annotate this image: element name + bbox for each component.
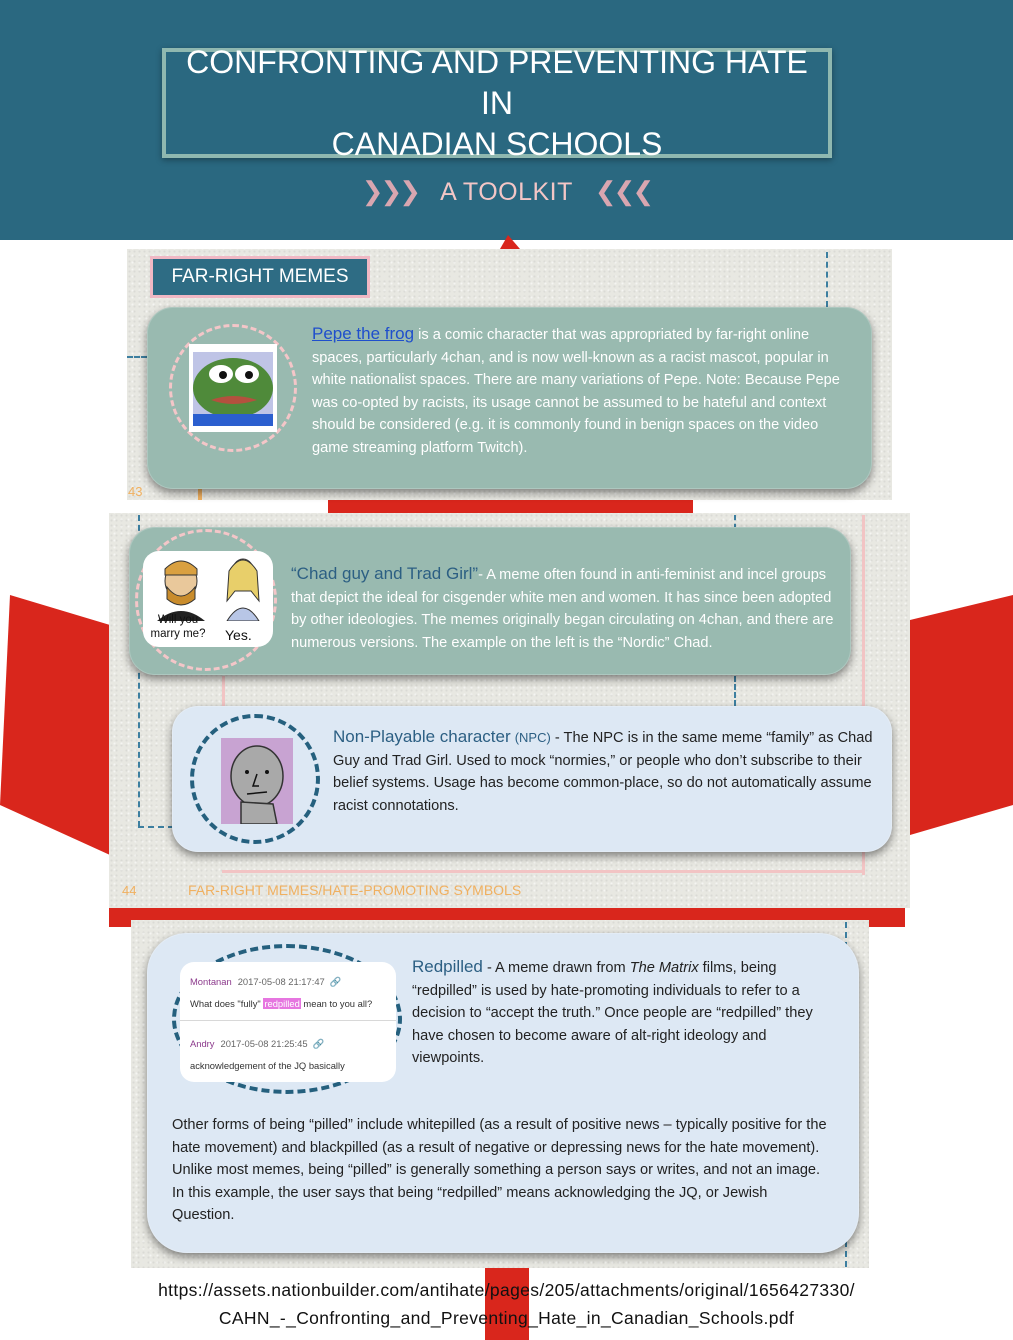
chat-divider <box>180 1020 396 1021</box>
pepe-card <box>147 307 872 489</box>
link-icon: 🔗 <box>312 1038 325 1049</box>
chat-username: Andry <box>190 1038 215 1049</box>
chad-description <box>291 563 841 654</box>
chat-username: Montanan <box>190 976 232 987</box>
pilled-paragraph: Other forms of being “pilled” include whitepilled (as a result of positive news – typically positive for the hate movement) and blackpilled (as a result of negative or depressing news for the hate movement). Unlike most memes, being “pilled” is generally something a person says or writes, and not an image. In this example, the user says that being “redpilled” means acknowledging the JQ, or Jewish Question. <box>172 1117 827 1224</box>
npc-heading: Non-Playable character <box>333 727 511 746</box>
pepe-link[interactable]: Pepe the frog <box>312 324 415 343</box>
chat-text: mean to you all? <box>300 998 373 1009</box>
pink-border-line <box>222 870 865 873</box>
page-number-43: 43 <box>128 484 143 499</box>
chat-post-header <box>190 976 341 988</box>
chat-date: 2017-05-08 21:25:45 <box>220 1038 308 1049</box>
matrix-title: The Matrix <box>629 960 699 976</box>
dashed-line <box>826 252 828 307</box>
title-line-1: CONFRONTING AND PREVENTING HATE IN <box>186 43 808 121</box>
pepe-text: is a comic character that was appropriated by far-right online spaces, particularly 4chan, and is now well-known as a racist mascot, popular in white nationalist spaces. There are many variations of Pepe. Note: Because Pepe was co-opted by racists, its usage cannot be assumed to be hateful and context should be considered (e.g. it is commonly found in benign spaces on the video game streaming platform Twitch). <box>312 327 840 456</box>
redpilled-description <box>412 956 822 1070</box>
chad-image <box>143 551 273 647</box>
title-line-2: CANADIAN SCHOOLS <box>331 125 663 162</box>
pepe-frog-image <box>189 344 277 432</box>
page-number-44: 44 <box>122 883 137 898</box>
dashed-line <box>127 356 147 358</box>
subtitle <box>0 176 1013 207</box>
npc-text: - The NPC is in the same meme “family” as Chad Guy and Trad Girl. Used to mock “normies,” or people who don’t subscribe to their belief systems. Usage has become common-place, so do not automatically assume racist connotations. <box>333 730 873 814</box>
source-url-line-2: CAHN_-_Confronting_and_Preventing_Hate_in_Canadian_Schools.pdf <box>218 1308 795 1328</box>
chad-card <box>129 527 851 675</box>
page-footer-title: FAR-RIGHT MEMES/HATE-PROMOTING SYMBOLS <box>188 882 522 898</box>
title-box <box>162 43 832 162</box>
link-icon: 🔗 <box>329 976 342 987</box>
chad-text: - A meme often found in anti-feminist and incel groups that depict the ideal for cisgender white men and women. It has since been adopted by other ideologies. The memes originally began circulating on 4chan, and there are numerous versions. The example on the left is the “Nordic” Chad. <box>291 567 834 651</box>
npc-abbr: (NPC) <box>514 730 551 745</box>
pink-border-line <box>222 676 225 706</box>
redpilled-heading: Redpilled <box>412 957 483 976</box>
chat-highlight: redpilled <box>264 998 300 1009</box>
pepe-description <box>312 323 857 460</box>
chad-trad-drawing <box>143 551 273 621</box>
chad-heading: “Chad guy and Trad Girl” <box>291 564 479 583</box>
page-header <box>0 0 1013 240</box>
chevron-left-icon: ❮❮❮ <box>594 176 652 206</box>
chat-date: 2017-05-08 21:17:47 <box>237 976 325 987</box>
source-url-line-1: https://assets.nationbuilder.com/antihate/pages/205/attachments/original/1656427330/ <box>158 1280 855 1300</box>
npc-image <box>221 738 293 824</box>
subtitle-text: A TOOLKIT <box>440 178 573 206</box>
npc-description <box>333 726 873 817</box>
chat-message: acknowledgement of the JQ basically <box>190 1060 345 1071</box>
chad-caption-left: Will you marry me? <box>150 614 206 640</box>
dashed-line <box>734 676 736 706</box>
redpilled-text-1: - A meme drawn from <box>482 960 630 976</box>
npc-card <box>172 706 892 852</box>
redpilled-text-2: films, being “redpilled” is used by hate-promoting individuals to refer to a decision to “accept the truth.” Once people are “redpilled” they have chosen to become aware of alt-right ideology and viewpoints. <box>412 960 813 1067</box>
chat-message <box>190 998 372 1009</box>
chad-caption-right: Yes. <box>225 627 252 643</box>
chat-post-header <box>190 1038 324 1050</box>
chat-screenshot <box>180 962 396 1082</box>
section-label: FAR-RIGHT MEMES <box>150 256 370 298</box>
chat-text: What does "fully" <box>190 998 264 1009</box>
chevron-right-icon: ❯❯❯ <box>361 176 419 206</box>
dashed-line <box>138 826 174 828</box>
